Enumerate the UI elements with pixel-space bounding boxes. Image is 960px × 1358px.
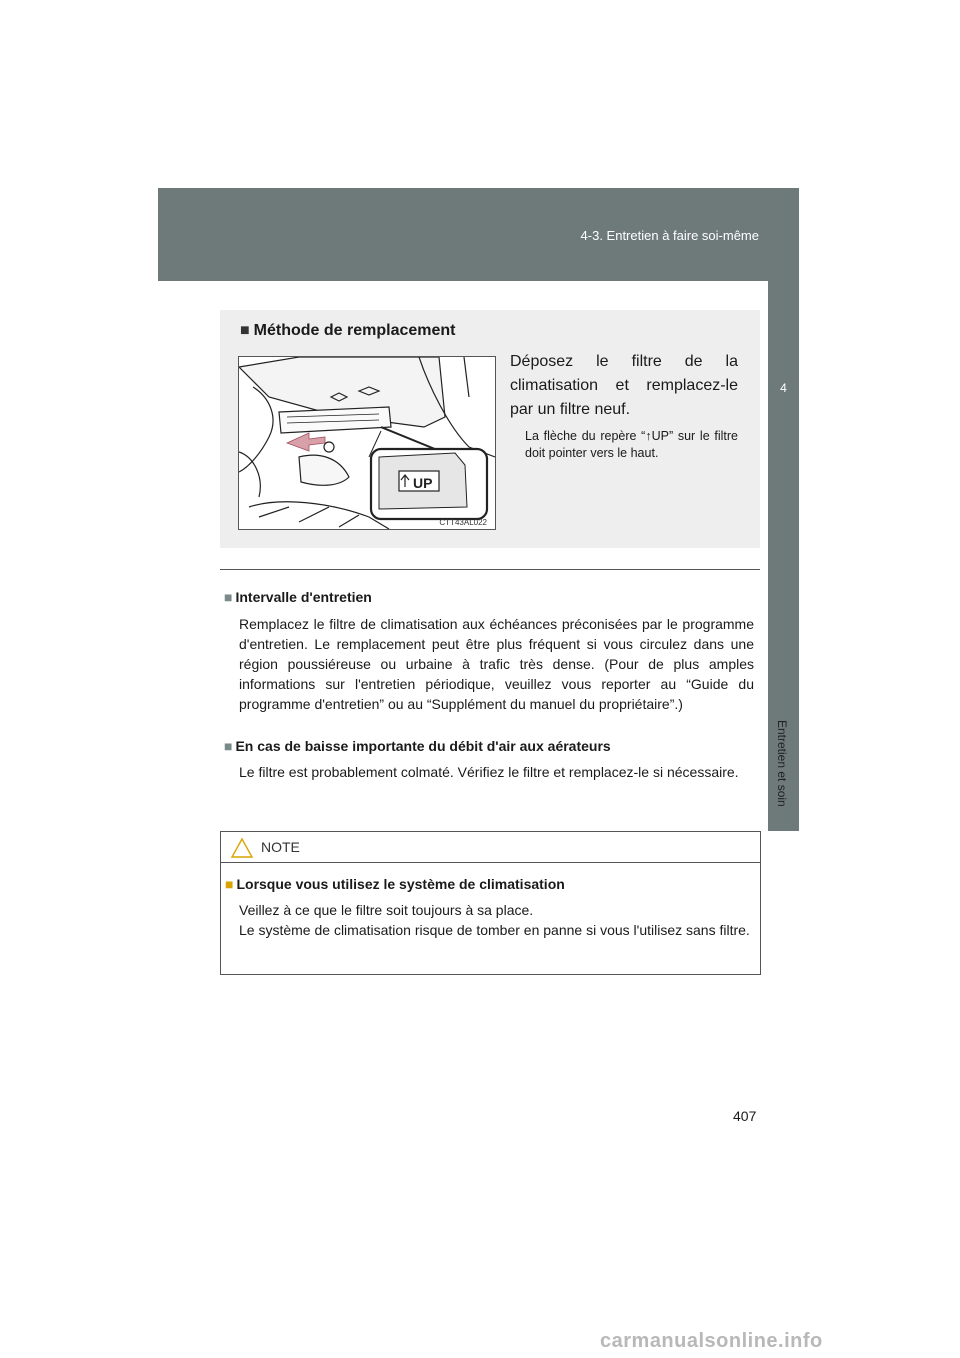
note-line: Le système de climatisation risque de tomber en panne si vous l'utilisez sans filtre. (239, 922, 750, 938)
up-label: UP (413, 475, 433, 491)
section-title: 4-3. Entretien à faire soi-même (580, 228, 759, 243)
maintenance-interval-title: Intervalle d'entretien (235, 589, 372, 605)
note-box (220, 831, 761, 975)
warning-triangle-icon (230, 837, 254, 859)
filter-removal-drawing (239, 357, 495, 529)
chapter-label: Entretien et soin (775, 720, 789, 807)
filter-illustration (238, 356, 496, 530)
airflow-drop-heading (224, 738, 611, 754)
maintenance-interval-heading (224, 589, 372, 605)
square-bullet-icon: ■ (240, 322, 250, 339)
method-instruction: Déposez le filtre de la climatisation et remplacez-le par un filtre neuf. (510, 353, 738, 418)
square-bullet-icon: ■ (224, 738, 233, 754)
chapter-number: 4 (780, 381, 787, 395)
method-box (220, 310, 760, 548)
section-divider (220, 569, 760, 570)
square-bullet-icon: ■ (225, 876, 234, 892)
airflow-drop-text: Le filtre est probablement colmaté. Vérifiez le filtre et remplacez-le si nécessaire. (239, 764, 739, 780)
maintenance-interval-text: Remplacez le filtre de climatisation aux échéances préconisées par le programme d'entretien. Le remplacement peut être plus fréquent si vous circulez dans une région poussiéreuse ou urbaine à trafic très dense. (Pour de plus amples informations sur l'entretien périodique, veuillez vous reporter au “Guide du programme d'entretien” ou au “Supplément du manuel du propriétaire”.) (239, 616, 754, 712)
method-title-text: Méthode de remplacement (253, 322, 456, 339)
watermark-logo: carmanualsonline.info (600, 1330, 823, 1352)
page-number: 407 (733, 1108, 757, 1124)
note-body (239, 900, 754, 940)
note-line: Veillez à ce que le filtre soit toujours à sa place. (239, 902, 534, 918)
method-title (240, 322, 456, 340)
note-header (221, 832, 760, 863)
note-heading (225, 876, 565, 892)
illustration-code: CTT43AL022 (439, 518, 487, 527)
note-heading-text: Lorsque vous utilisez le système de climatisation (236, 876, 565, 892)
airflow-drop-title: En cas de baisse importante du débit d'air aux aérateurs (235, 738, 611, 754)
method-note: La flèche du repère “↑UP” sur le filtre doit pointer vers le haut. (525, 429, 738, 460)
note-title: NOTE (261, 839, 300, 855)
header-band (158, 188, 799, 281)
square-bullet-icon: ■ (224, 589, 233, 605)
